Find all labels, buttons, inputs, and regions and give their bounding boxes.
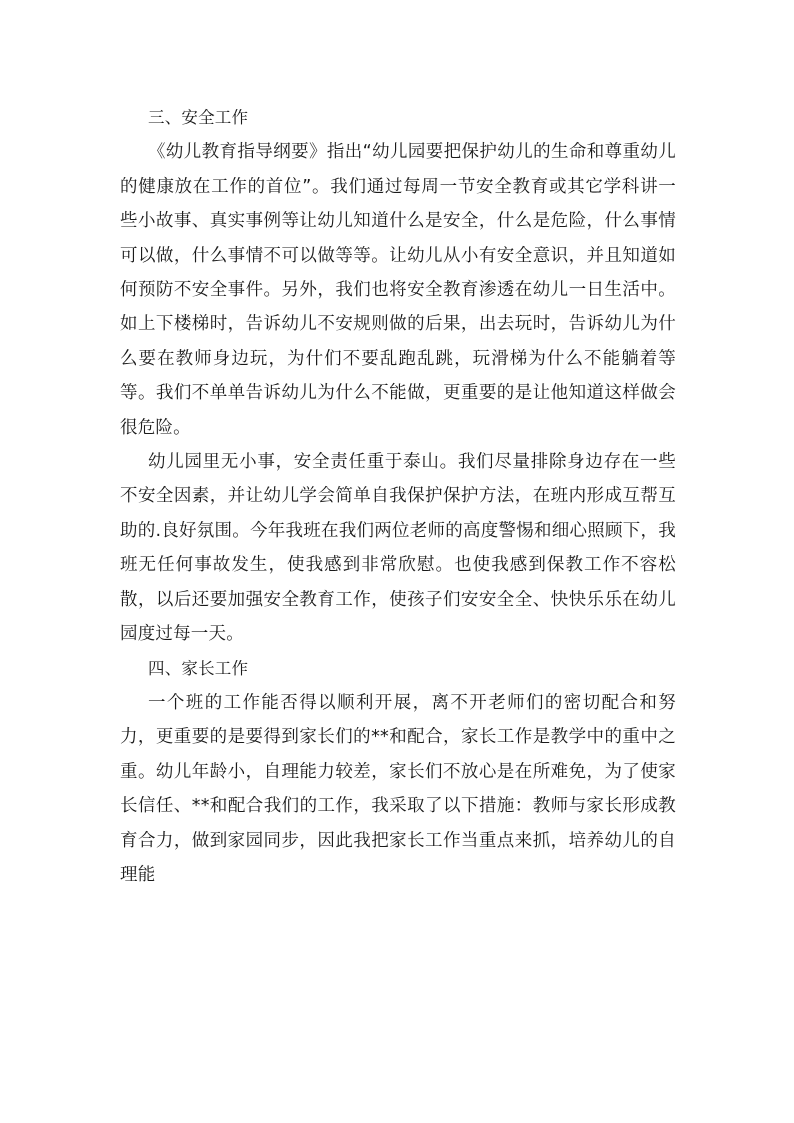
paragraph: 一个班的工作能否得以顺利开展，离不开老师们的密切配合和努力，更重要的是要得到家长们的**和配合，家长工作是教学中的重中之重。幼儿年龄小，自理能力较差，家长们不放心是在所难免，为了使家长信任、**和配合我们的工作，我采取了以下措施：教师与家长形成教育合力，做到家园同步，因此我把家长工作当重点来抓，培养幼儿的自理能	[120, 692, 676, 885]
section-heading-safety: 三、安全工作	[148, 108, 249, 127]
document-body	[120, 101, 676, 892]
section-heading-parents: 四、家长工作	[148, 658, 249, 678]
paragraph: 幼儿园里无小事，安全责任重于泰山。我们尽量排除身边存在一些不安全因素，并让幼儿学会简单自我保护保护方法，在班内形成互帮互助的.良好氛围。今年我班在我们两位老师的高度警惕和细心照顾下，我班无任何事故发生，使我感到非常欣慰。也使我感到保教工作不容松散，以后还要加强安全教育工作，使孩子们安安全全、快快乐乐在幼儿园度过每一天。	[120, 452, 676, 645]
paragraph: 《幼儿教育指导纲要》指出“幼儿园要把保护幼儿的生命和尊重幼儿的健康放在工作的首位”。我们通过每周一节安全教育或其它学科讲一些小故事、真实事例等让幼儿知道什么是安全，什么是危险，什么事情可以做，什么事情不可以做等等。让幼儿从小有安全意识，并且知道如何预防不安全事件。另外，我们也将安全教育渗透在幼儿一日生活中。如上下楼梯时，告诉幼儿不安规则做的后果，出去玩时，告诉幼儿为什么要在教师身边玩，为什们不要乱跑乱跳，玩滑梯为什么不能躺着等等。我们不单单告诉幼儿为什么不能做，更重要的是让他知道这样做会很危险。	[120, 142, 676, 438]
